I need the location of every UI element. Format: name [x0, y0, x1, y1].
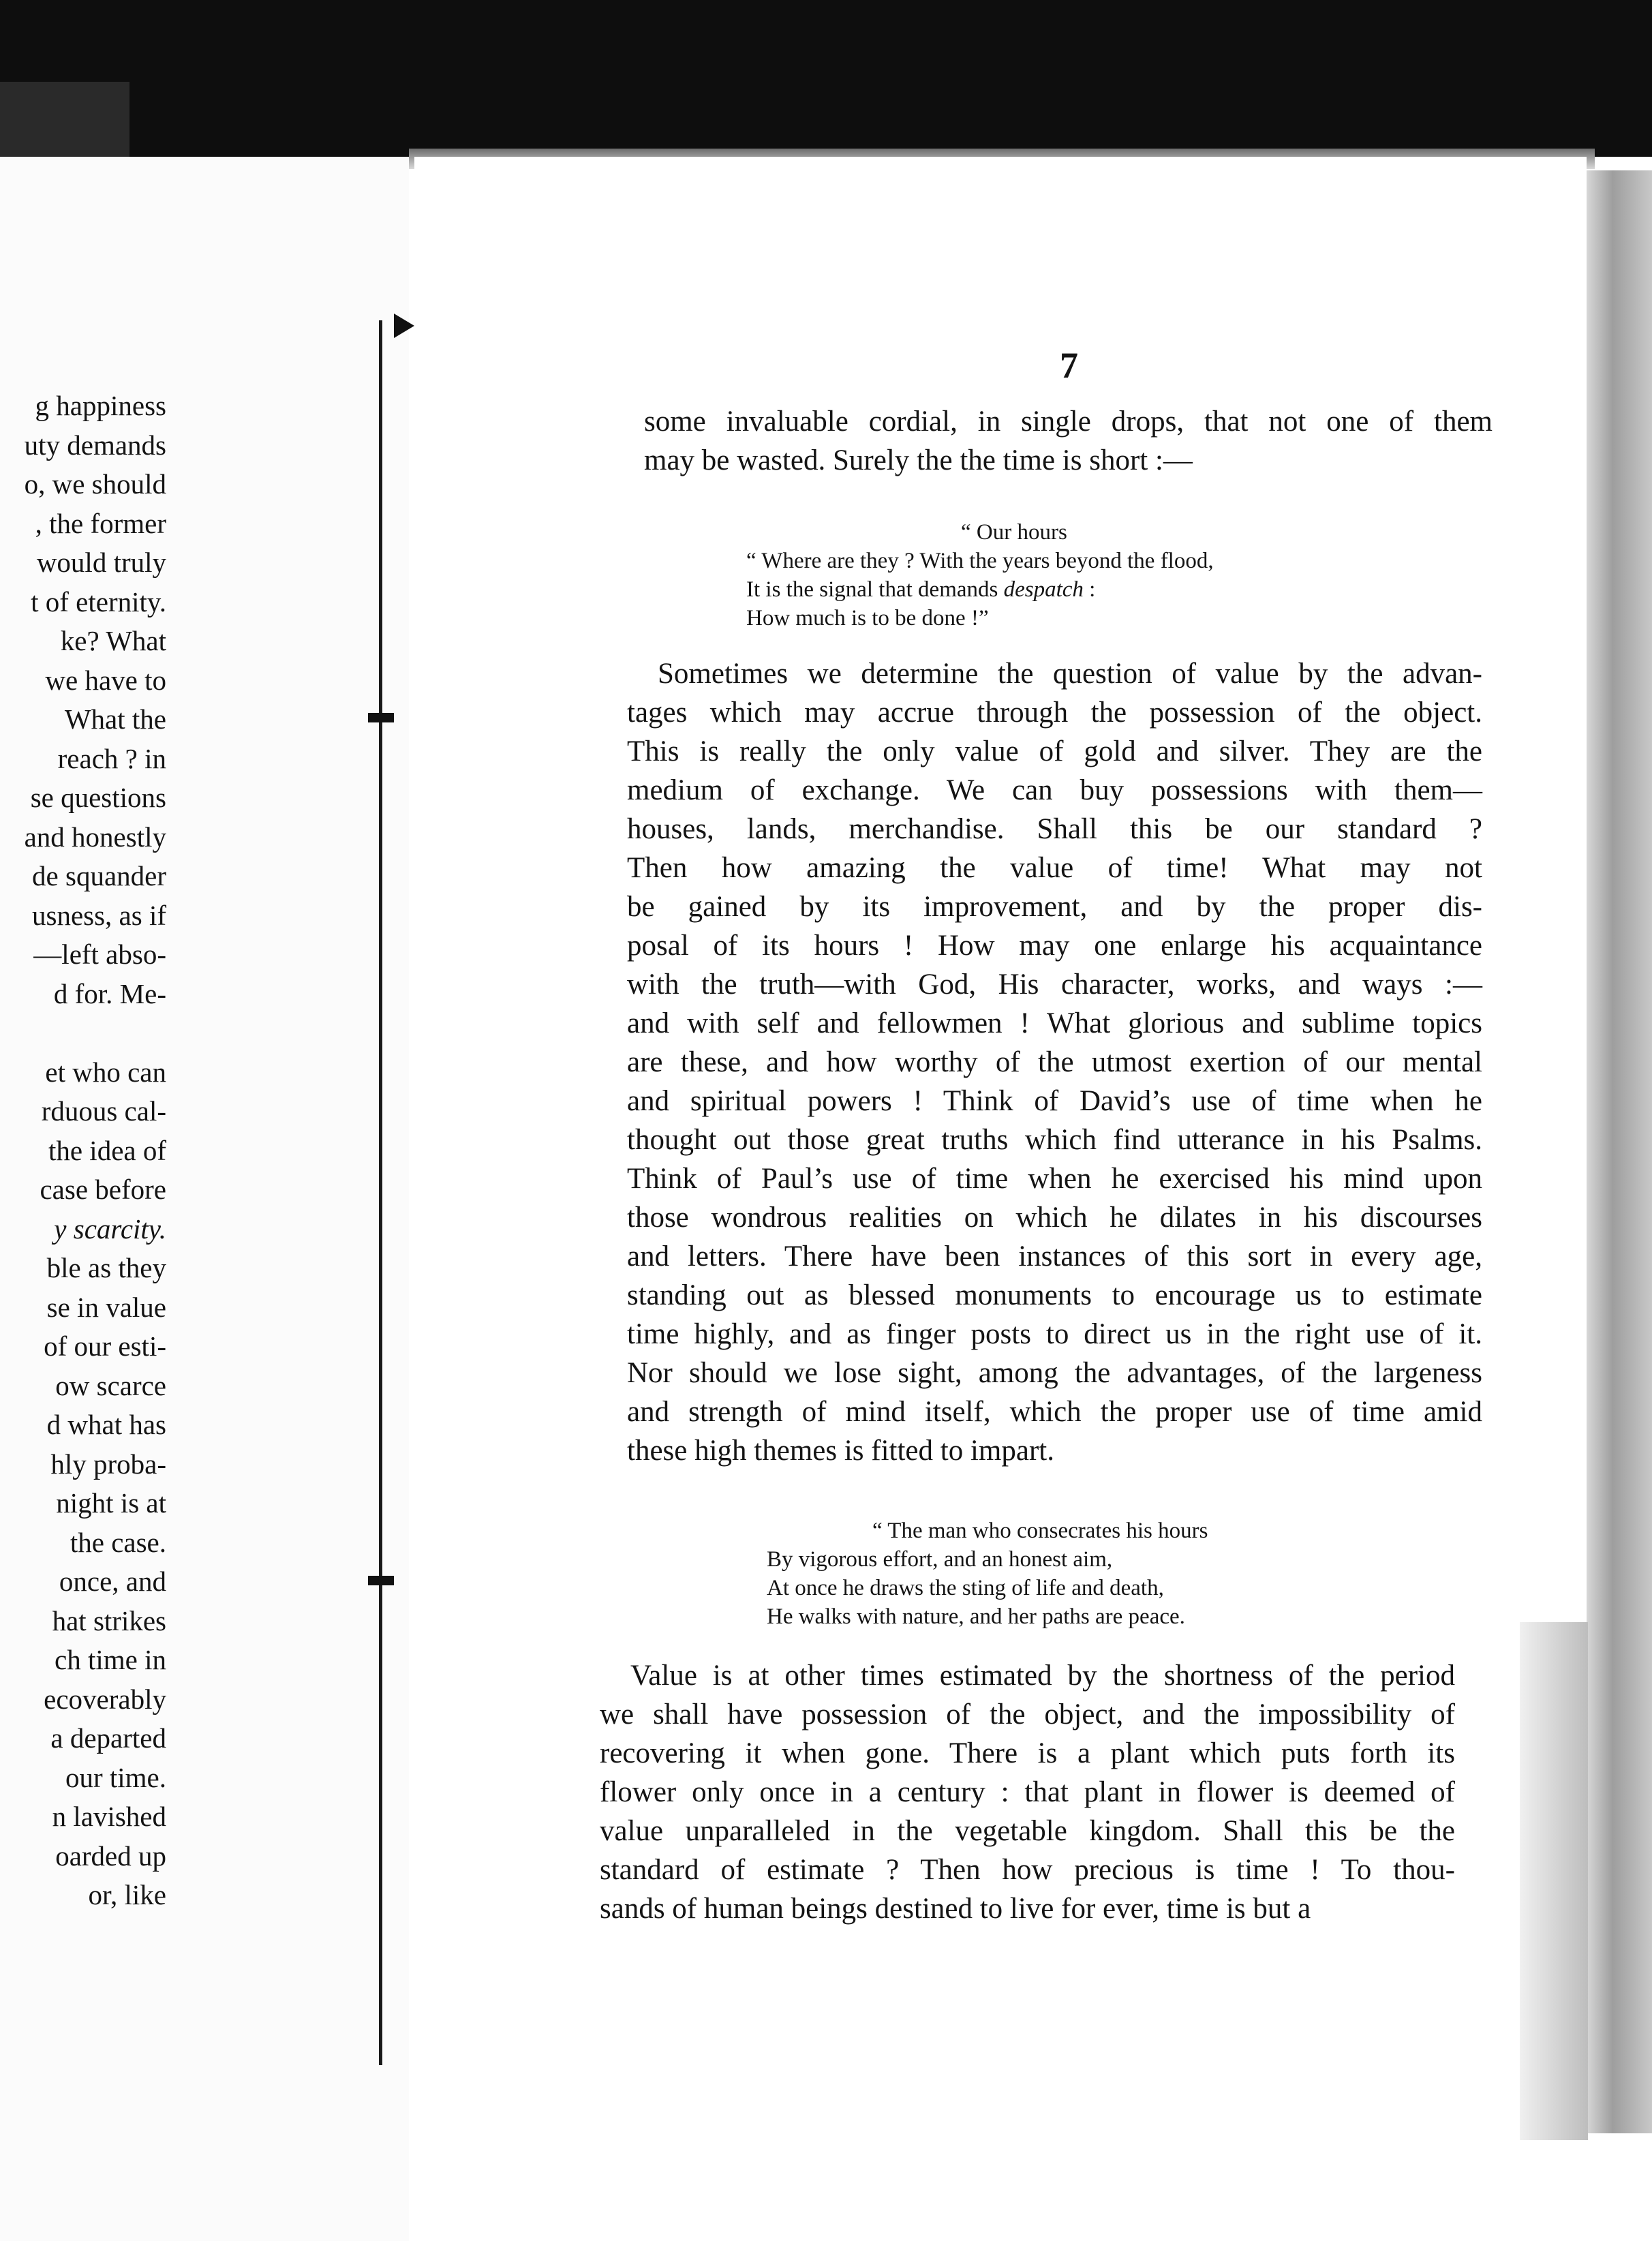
verse-2 [767, 1516, 1208, 1631]
binding-thread [379, 320, 382, 2065]
left-page-line: usness, as if [31, 899, 166, 931]
left-page-line: or, like [88, 1879, 166, 1910]
left-page-line: se questions [30, 782, 166, 813]
para3-line: sands of human beings destined to live for ever, time is but a [600, 1893, 1311, 1925]
para2-line: medium of exchange. We can buy possessions with them— [627, 774, 1482, 806]
left-page-line: se in value [46, 1291, 166, 1323]
left-page-line: ecoverably [44, 1683, 166, 1715]
page-stack-edge [1587, 170, 1652, 2133]
left-page-line: ble as they [46, 1252, 166, 1283]
left-page-line: de squander [32, 860, 166, 891]
paragraph-3 [600, 1656, 1455, 1928]
verse1-line: “ Where are they ? With the years beyond the flood, [746, 549, 1214, 573]
left-page-line: What the [64, 703, 166, 735]
para2-line: are these, and how worthy of the utmost exertion of our mental [627, 1046, 1482, 1078]
para2-line: and with self and fellowmen ! What glorious and sublime topics [627, 1007, 1482, 1039]
para2-line: time highly, and as finger posts to direct us in the right use of it. [627, 1318, 1482, 1350]
left-page-line: d what has [46, 1409, 166, 1440]
para2-line: these high themes is fitted to impart. [627, 1435, 1054, 1467]
left-page-line: case before [40, 1174, 166, 1205]
left-page-line: n lavished [52, 1801, 166, 1832]
left-page-line: would truly [36, 547, 166, 578]
para2-line: and letters. There have been instances of this sort in every age, [627, 1240, 1482, 1272]
para2-line: Nor should we lose sight, among the advantages, of the largeness [627, 1357, 1482, 1389]
left-page-line: t of eternity. [31, 585, 166, 618]
scan-top-border [0, 0, 1652, 157]
verse-1 [746, 518, 1214, 632]
para2-line: with the truth—with God, His character, works, and ways :— [627, 969, 1482, 1001]
left-page-line: hat strikes [52, 1604, 166, 1636]
left-page-line: the case. [70, 1526, 166, 1558]
para2-line: thought out those great truths which find utterance in his Psalms. [627, 1124, 1482, 1156]
para2-line: standing out as blessed monuments to encourage us to estimate [627, 1279, 1482, 1311]
left-page-line: y scarcity. [54, 1213, 166, 1245]
left-page-line: hly proba- [50, 1448, 166, 1480]
para3-line: we shall have possession of the object, and the impossibility of [600, 1698, 1455, 1731]
para2-line: This is really the only value of gold and silver. They are the [627, 735, 1482, 767]
left-page [0, 157, 409, 2241]
left-page-line: rduous cal- [41, 1095, 166, 1127]
para2-line: be gained by its improvement, and by the proper dis- [627, 891, 1482, 923]
page-stack-edge-lower [1520, 1622, 1588, 2140]
page-number: 7 [1060, 345, 1078, 386]
para3-line: standard of estimate ? Then how precious is time ! To thou- [600, 1854, 1455, 1886]
left-page-line: the idea of [48, 1134, 166, 1166]
para3-line: recovering it when gone. There is a plant which puts forth its [600, 1737, 1455, 1769]
left-page-line: oarded up [55, 1840, 166, 1872]
para2-line: Sometimes we determine the question of value by the advan- [658, 658, 1482, 690]
para2-line: posal of its hours ! How may one enlarge his acquaintance [627, 930, 1482, 962]
left-page-line: a departed [50, 1722, 166, 1754]
left-page-line: ow scarce [55, 1369, 166, 1401]
para2-line: and spiritual powers ! Think of David’s use of time when he [627, 1085, 1482, 1117]
verse1-line: “ Our hours [961, 520, 1067, 545]
verse2-line: He walks with nature, and her paths are peace. [767, 1604, 1185, 1629]
left-page-line: uty demands [24, 429, 166, 461]
left-page-line: once, and [59, 1566, 166, 1597]
stitch-mark [368, 1576, 394, 1585]
left-page-line: g happiness [35, 390, 166, 421]
para2-line: those wondrous realities on which he dilates in his discourses [627, 1202, 1482, 1234]
stitch-mark [368, 713, 394, 722]
para3-line: value unparalleled in the vegetable kingdom. Shall this be the [600, 1815, 1455, 1847]
left-page-line: et who can [45, 1056, 166, 1088]
left-page-line: of our esti- [44, 1330, 166, 1362]
paragraph-1 [644, 402, 1493, 480]
para3-line: Value is at other times estimated by the shortness of the period [630, 1660, 1455, 1692]
para2-line: Think of Paul’s use of time when he exercised his mind upon [627, 1163, 1482, 1195]
verse1-line: It is the signal that demands despatch : [746, 577, 1096, 602]
left-page-line: ke? What [60, 625, 166, 656]
left-page-line: d for. Me- [53, 977, 166, 1009]
verse2-line: “ The man who consecrates his hours [872, 1519, 1208, 1543]
left-page-line: , the former [35, 507, 166, 539]
left-page-line: and honestly [24, 821, 166, 853]
left-page-line: —left abso- [33, 939, 166, 970]
para1-line: may be wasted. Surely the the time is short :— [644, 444, 1193, 476]
para2-line: and strength of mind itself, which the proper use of time amid [627, 1396, 1482, 1428]
verse1-line: How much is to be done !” [746, 606, 989, 630]
left-page-line: our time. [65, 1761, 166, 1793]
para3-line: flower only once in a century : that plant in flower is deemed of [600, 1776, 1455, 1808]
left-page-line: we have to [45, 664, 166, 696]
para2-line: Then how amazing the value of time! What may not [627, 852, 1482, 884]
left-page-line: o, we should [24, 468, 166, 500]
left-page-line: reach ? in [57, 742, 166, 774]
left-page-line: night is at [56, 1487, 166, 1519]
paragraph-2 [627, 654, 1482, 1470]
para1-line: some invaluable cordial, in single drops, that not one of them [644, 406, 1493, 438]
verse2-line: At once he draws the sting of life and death, [767, 1576, 1164, 1600]
para2-line: tages which may accrue through the possession of the object. [627, 697, 1482, 729]
stitch-mark [394, 314, 414, 338]
verse2-line: By vigorous effort, and an honest aim, [767, 1547, 1113, 1572]
left-page-line: ch time in [55, 1644, 166, 1675]
para2-line: houses, lands, merchandise. Shall this be our standard ? [627, 813, 1482, 845]
